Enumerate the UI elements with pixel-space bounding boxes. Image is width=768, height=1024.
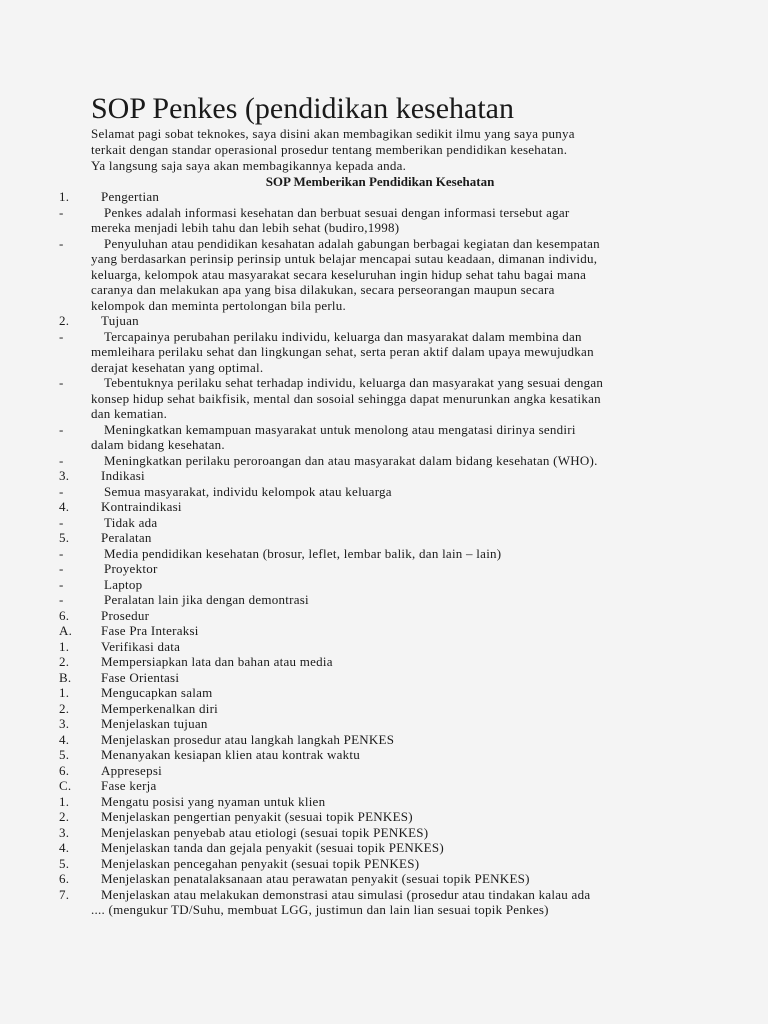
list-item-text: Semua masyarakat, individu kelompok atau keluarga: [104, 483, 392, 499]
list-item: [0, 716, 768, 732]
list-item-text: Mengucapkan salam: [101, 685, 213, 700]
list-marker: 4.: [59, 499, 70, 514]
list-item-continuation: [0, 251, 768, 267]
list-item: [0, 484, 768, 500]
list-marker: 2.: [59, 654, 70, 669]
list-item: [0, 623, 768, 639]
section-heading: SOP Memberikan Pendidikan Kesehatan: [265, 174, 495, 189]
list-marker: 1.: [59, 189, 70, 204]
list-item-text: Tercapainya perubahan perilaku individu, keluarga dan masyarakat dalam membina dan: [104, 328, 582, 344]
list-item-continuation: [0, 406, 768, 422]
list-item: [0, 825, 768, 841]
list-item-text: Menjelaskan penyebab atau etiologi (sesuai topik PENKES): [101, 824, 429, 840]
list-item-text: Appresepsi: [101, 762, 162, 778]
list-item-text: Laptop: [104, 576, 143, 592]
list-item-text: Menjelaskan tanda dan gejala penyakit (sesuai topik PENKES): [101, 840, 444, 855]
list-item-text: Pengertian: [101, 189, 160, 204]
list-marker: 3.: [59, 824, 70, 840]
list-item-text: Meningkatkan perilaku peroroangan dan atau masyarakat dalam bidang kesehatan (WHO).: [104, 452, 598, 468]
list-item: [0, 499, 768, 515]
list-item-text: dalam bidang kesehatan.: [91, 437, 225, 452]
list-item: [0, 546, 768, 562]
list-item: [0, 515, 768, 531]
list-item: [0, 329, 768, 345]
list-item-text: .... (mengukur TD/Suhu, membuat LGG, justimun dan lain lian sesuai topik Penkes): [91, 902, 549, 917]
list-item: [0, 887, 768, 903]
list-item-continuation: [0, 391, 768, 407]
list-marker: 1.: [59, 793, 70, 809]
list-item-text: Menanyakan kesiapan klien atau kontrak waktu: [101, 747, 360, 762]
list-item: [0, 236, 768, 252]
list-item-text: dan kematian.: [91, 406, 168, 421]
list-marker: C.: [59, 778, 72, 793]
list-item-text: yang berdasarkan perinsip perinsip untuk belajar mencapai sutau keadaan, dimanan individu,: [91, 251, 598, 266]
list-item-continuation: [0, 360, 768, 376]
list-item-text: caranya dan melakukan apa yang bisa dilakukan, secara perseorangan maupun secara: [91, 282, 555, 297]
list-marker: 5.: [59, 855, 70, 871]
list-item: [0, 794, 768, 810]
list-item-continuation: [0, 902, 768, 918]
list-marker: -: [59, 452, 64, 468]
list-marker: 1.: [59, 638, 70, 654]
list-marker: 7.: [59, 886, 70, 902]
list-item-text: Tebentuknya perilaku sehat terhadap individu, keluarga dan masyarakat yang sesuai dengan: [104, 375, 604, 390]
list-item-text: Kontraindikasi: [101, 499, 182, 514]
list-item-text: Menjelaskan atau melakukan demonstrasi atau simulasi (prosedur atau tindakan kalau ada: [101, 886, 591, 902]
list-item-text: Penkes adalah informasi kesehatan dan berbuat sesuai dengan informasi tersebut agar: [104, 204, 570, 220]
list-item-text: Menjelaskan tujuan: [101, 716, 208, 731]
list-item-text: Meningkatkan kemampuan masyarakat untuk menolong atau mengatasi dirinya sendiri: [104, 421, 576, 437]
list-item: [0, 422, 768, 438]
list-item: [0, 732, 768, 748]
list-marker: 3.: [59, 716, 70, 731]
list-item-continuation: [0, 267, 768, 283]
list-item-continuation: [0, 220, 768, 236]
intro-line: terkait dengan standar operasional prosedur tentang memberikan pendidikan kesehatan.: [91, 142, 568, 157]
list-item: [0, 654, 768, 670]
list-item-text: Mempersiapkan lata dan bahan atau media: [101, 654, 333, 669]
list-item-text: Tidak ada: [104, 514, 158, 530]
list-marker: -: [59, 235, 64, 251]
list-marker: -: [59, 576, 64, 592]
list-item-text: Menjelaskan prosedur atau langkah langkah PENKES: [101, 731, 395, 747]
list-item: [0, 840, 768, 856]
list-item: [0, 778, 768, 794]
list-item-text: Tujuan: [101, 313, 139, 328]
list-item-text: Verifikasi data: [101, 638, 181, 654]
list-item: [0, 453, 768, 469]
list-marker: 1.: [59, 685, 70, 700]
list-item: [0, 809, 768, 825]
list-item: [0, 670, 768, 686]
list-item: [0, 205, 768, 221]
list-item-text: Prosedur: [101, 607, 150, 623]
list-marker: 4.: [59, 731, 70, 747]
list-item-continuation: [0, 298, 768, 314]
list-marker: 2.: [59, 700, 70, 716]
list-item: [0, 530, 768, 546]
list-marker: -: [59, 204, 64, 220]
list-item: [0, 856, 768, 872]
list-item-text: Media pendidikan kesehatan (brosur, leflet, lembar balik, dan lain – lain): [104, 545, 502, 561]
intro-line: Ya langsung saja saya akan membagikannya kepada anda.: [91, 158, 407, 173]
list-item: [0, 468, 768, 484]
list-item: [0, 763, 768, 779]
list-item-text: Peralatan lain jika dengan demontrasi: [104, 592, 309, 607]
list-item-text: Mengatu posisi yang nyaman untuk klien: [101, 793, 326, 809]
list-item: [0, 871, 768, 887]
list-item: [0, 592, 768, 608]
list-item-text: Menjelaskan pencegahan penyakit (sesuai topik PENKES): [101, 855, 420, 871]
list-item-text: memleihara perilaku sehat dan lingkungan sehat, serta peran aktif dalam upaya mewujudkan: [91, 344, 594, 359]
list-marker: 2.: [59, 313, 70, 328]
list-marker: -: [59, 592, 64, 607]
list-item-text: Memperkenalkan diri: [101, 700, 219, 716]
list-item: [0, 189, 768, 205]
list-marker: -: [59, 514, 64, 530]
list-item-text: Menjelaskan pengertian penyakit (sesuai topik PENKES): [101, 809, 413, 824]
list-item-text: Fase Pra Interaksi: [101, 623, 199, 638]
list-item: [0, 747, 768, 763]
list-item-continuation: [0, 344, 768, 360]
list-item-continuation: [0, 437, 768, 453]
list-item-text: Fase kerja: [101, 778, 157, 793]
document-title: SOP Penkes (pendidikan kesehatan: [91, 92, 514, 125]
list-marker: -: [59, 545, 64, 561]
list-item: [0, 639, 768, 655]
list-marker: -: [59, 483, 64, 499]
list-item: [0, 701, 768, 717]
list-item: [0, 561, 768, 577]
list-item-text: Indikasi: [101, 468, 145, 483]
list-marker: 5.: [59, 530, 70, 545]
list-item-text: Fase Orientasi: [101, 669, 180, 685]
intro-line: Selamat pagi sobat teknokes, saya disini akan membagikan sedikit ilmu yang saya punya: [91, 126, 575, 141]
list-item: [0, 313, 768, 329]
list-item-text: Menjelaskan penatalaksanaan atau perawatan penyakit (sesuai topik PENKES): [101, 871, 530, 886]
list-item: [0, 685, 768, 701]
list-item-continuation: [0, 282, 768, 298]
list-item-text: mereka menjadi lebih tahu dan lebih sehat (budiro,1998): [91, 220, 400, 235]
list-marker: 4.: [59, 840, 70, 855]
list-item: [0, 375, 768, 391]
list-marker: 6.: [59, 607, 70, 623]
list-item-text: keluarga, kelompok atau masyarakat secara keseluruhan ingin hidup sehat tahu bagai mana: [91, 266, 587, 282]
list-item-text: derajat kesehatan yang optimal.: [91, 359, 264, 375]
list-marker: 5.: [59, 747, 70, 762]
list-marker: -: [59, 328, 64, 344]
list-item-text: kelompok dan meminta pertolongan bila perlu.: [91, 297, 347, 313]
list-marker: B.: [59, 669, 72, 685]
list-item-text: konsep hidup sehat baikfisik, mental dan sosoial sehingga dapat menurunkan angka kesatikan: [91, 390, 601, 406]
list-marker: -: [59, 561, 64, 576]
list-item: [0, 577, 768, 593]
list-marker: -: [59, 421, 64, 437]
list-marker: 2.: [59, 809, 70, 824]
list-marker: A.: [59, 623, 73, 638]
list-marker: -: [59, 375, 64, 390]
list-marker: 3.: [59, 468, 70, 483]
list-marker: 6.: [59, 871, 70, 886]
list-marker: 6.: [59, 762, 70, 778]
list-item-text: Proyektor: [104, 561, 158, 576]
list-item: [0, 608, 768, 624]
list-item-text: Penyuluhan atau pendidikan kesahatan adalah gabungan berbagai kegiatan dan kesempatan: [104, 235, 600, 251]
list-item-text: Peralatan: [101, 530, 152, 545]
